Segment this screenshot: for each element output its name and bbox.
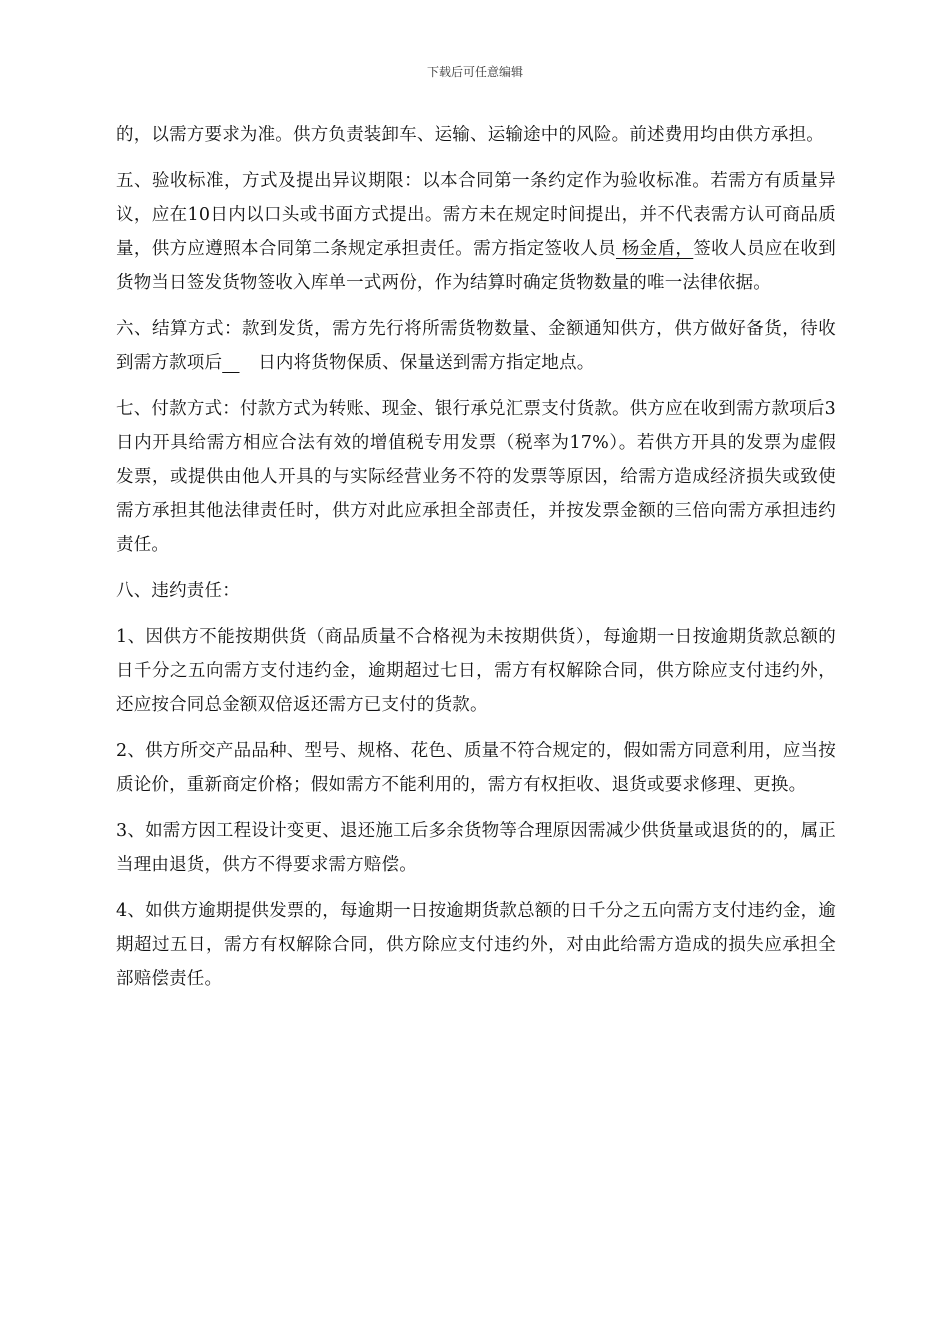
settlement-text-a: 六、结算方式：款到发货，需方先行将所需货物数量、金额通知供方，供方做好备货，待收到需方款项后 [116, 319, 836, 373]
paragraph-breach-2: 2、供方所交产品品种、型号、规格、花色、质量不符合规定的，假如需方同意利用，应当按质论价，重新商定价格；假如需方不能利用的，需方有权拒收、退货或要求修理、更换。 [116, 741, 836, 795]
paragraph-breach-heading: 八、违约责任： [116, 581, 240, 601]
document-body [116, 118, 836, 1008]
signatory-name: 杨金盾， [615, 239, 694, 259]
paragraph-acceptance-standard [116, 164, 836, 300]
paragraph-breach-4: 4、如供方逾期提供发票的，每逾期一日按逾期货款总额的日千分之五向需方支付违约金，逾期超过五日，需方有权解除合同，供方除应支付违约外，对由此给需方造成的损失应承担全部赔偿责任。 [116, 901, 836, 989]
acceptance-text-a: 五、验收标准，方式及提出异议期限：以本合同第一条约定作为验收标准。若需方有质量异议，应在10日内以口头或书面方式提出。需方未在规定时间提出，并不代表需方认可商品质量，供方应遵照本合同第二条规定承担责任。需方指定签收人员 [116, 171, 836, 259]
paragraph-breach-3: 3、如需方因工程设计变更、退还施工后多余货物等合理原因需减少供货量或退货的的，属正当理由退货，供方不得要求需方赔偿。 [116, 821, 836, 875]
page-header: 下载后可任意编辑 [426, 65, 523, 79]
paragraph-settlement-method [116, 312, 836, 380]
settlement-text-b: 日内将货物保质、保量送到需方指定地点。 [258, 353, 595, 373]
paragraph-breach-1: 1、因供方不能按期供货（商品质量不合格视为未按期供货），每逾期一日按逾期货款总额的日千分之五向需方支付违约金，逾期超过七日，需方有权解除合同，供方除应支付违约外，还应按合同总金额双倍返还需方已支付的货款。 [116, 627, 836, 715]
paragraph-transport-risk: 的，以需方要求为准。供方负责装卸车、运输、运输途中的风险。前述费用均由供方承担。 [116, 125, 824, 145]
paragraph-payment-method: 七、付款方式：付款方式为转账、现金、银行承兑汇票支付货款。供方应在收到需方款项后3日内开具给需方相应合法有效的增值税专用发票（税率为17%）。若供方开具的发票为虚假发票，或提供由他人开具的与实际经营业务不符的发票等原因，给需方造成经济损失或致使需方承担其他法律责任时，供方对此应承担全部责任，并按发票金额的三倍向需方承担违约责任。 [116, 399, 836, 555]
days-blank [222, 346, 258, 380]
acceptance-text-b: 签收人员应在收到货物当日签发货物签收入库单一式两份，作为结算时确定货物数量的唯一法律依据。 [116, 239, 836, 293]
